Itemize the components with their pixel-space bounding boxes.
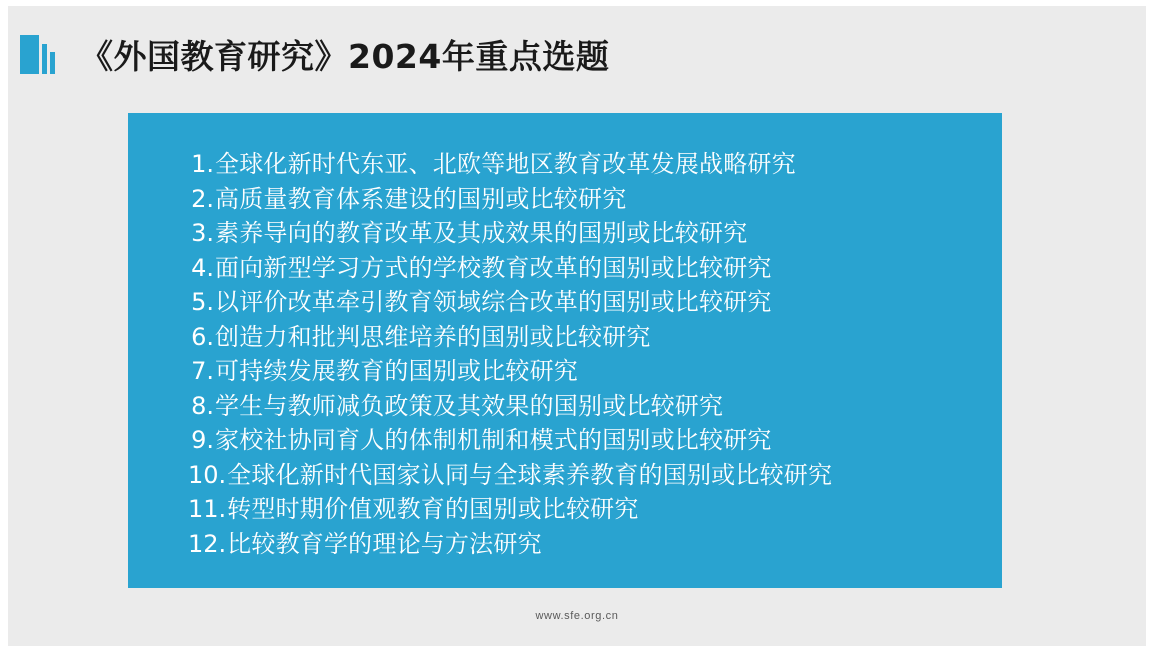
list-item-number: 12. bbox=[188, 529, 227, 558]
list-item-number: 1. bbox=[191, 150, 214, 178]
list-item-label: 面向新型学习方式的学校教育改革的国别或比较研究 bbox=[215, 253, 772, 282]
list-item bbox=[188, 147, 972, 182]
bar-chart-icon-bar-2 bbox=[42, 44, 47, 74]
list-item-number: 11. bbox=[188, 495, 227, 523]
list-item bbox=[188, 389, 972, 424]
list-item-number: 2. bbox=[191, 184, 214, 213]
list-item-number: 6. bbox=[191, 322, 214, 351]
bar-chart-icon bbox=[20, 34, 58, 74]
list-item bbox=[188, 458, 972, 493]
list-item-number: 4. bbox=[191, 253, 214, 282]
list-item-number: 8. bbox=[191, 391, 214, 420]
list-item-number: 5. bbox=[191, 288, 214, 316]
list-item bbox=[188, 423, 972, 458]
page-title: 《外国教育研究》2024年重点选题 bbox=[80, 36, 610, 76]
slide-header bbox=[8, 24, 1146, 84]
list-item-label: 创造力和批判思维培养的国别或比较研究 bbox=[215, 322, 651, 351]
list-item-label: 全球化新时代东亚、北欧等地区教育改革发展战略研究 bbox=[215, 150, 796, 178]
list-item-number: 7. bbox=[191, 357, 214, 385]
list-item-label: 高质量教育体系建设的国别或比较研究 bbox=[215, 184, 627, 213]
list-item bbox=[188, 320, 972, 355]
list-item-label: 全球化新时代国家认同与全球素养教育的国别或比较研究 bbox=[227, 460, 833, 489]
list-item bbox=[188, 354, 972, 389]
list-item-label: 家校社协同育人的体制机制和模式的国别或比较研究 bbox=[215, 426, 772, 454]
topic-list bbox=[188, 147, 972, 561]
list-item bbox=[188, 285, 972, 320]
list-item bbox=[188, 492, 972, 527]
list-item-number: 10. bbox=[188, 460, 227, 489]
list-item-label: 学生与教师减负政策及其效果的国别或比较研究 bbox=[215, 391, 724, 420]
list-item-label: 以评价改革牵引教育领域综合改革的国别或比较研究 bbox=[215, 288, 772, 316]
list-item-label: 转型时期价值观教育的国别或比较研究 bbox=[227, 495, 639, 523]
footer-url: www.sfe.org.cn bbox=[535, 610, 619, 622]
list-item-number: 9. bbox=[191, 426, 214, 454]
list-item bbox=[188, 216, 972, 251]
list-item bbox=[188, 182, 972, 217]
bar-chart-icon-bar-3 bbox=[50, 52, 55, 74]
bar-chart-icon-bar-1 bbox=[20, 35, 39, 74]
list-item-label: 素养导向的教育改革及其成效果的国别或比较研究 bbox=[215, 219, 748, 247]
topics-panel bbox=[128, 113, 1002, 588]
list-item-label: 比较教育学的理论与方法研究 bbox=[227, 529, 542, 558]
list-item bbox=[188, 251, 972, 286]
list-item-label: 可持续发展教育的国别或比较研究 bbox=[215, 357, 578, 385]
list-item bbox=[188, 527, 972, 562]
list-item-number: 3. bbox=[191, 219, 214, 247]
